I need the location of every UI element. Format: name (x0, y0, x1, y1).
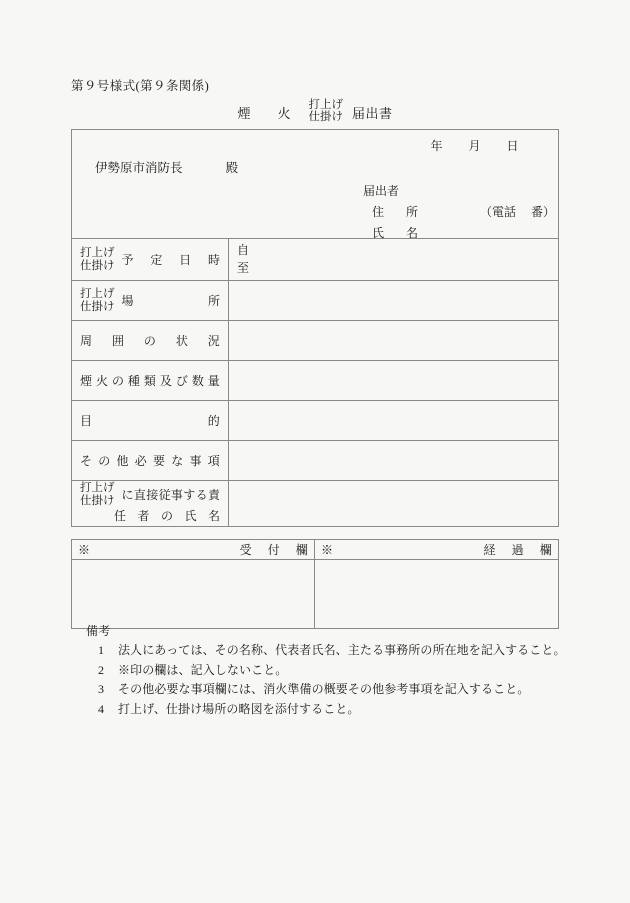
address-label: 住 所 (372, 205, 424, 219)
remark-text: ※印の欄は、記入しないこと。 (118, 662, 288, 677)
table-row-schedule (72, 239, 559, 281)
addressee-honorific: 殿 (225, 161, 239, 175)
main-form-table (71, 129, 559, 527)
receipt-column-header (72, 540, 315, 560)
remarks-section (86, 622, 586, 719)
row-value-location[interactable] (229, 281, 559, 321)
label-stack-top: 打上げ (80, 481, 115, 494)
remark-item (86, 680, 586, 699)
table-row-purpose (72, 401, 559, 441)
progress-label-spacer (368, 543, 464, 557)
remark-item (86, 700, 586, 719)
remark-text: 打上げ、仕掛け場所の略図を添付すること。 (118, 701, 360, 716)
receipt-asterisk-mark: ※ (78, 543, 107, 557)
telephone-spacer (519, 205, 531, 219)
receipt-entry-area[interactable] (72, 560, 315, 629)
year-label: 年 (430, 139, 443, 153)
label-text-fireworks-type: 煙火の種類及び数量 (80, 374, 220, 388)
progress-label: 経過欄 (483, 543, 553, 557)
date-blanks (419, 137, 530, 154)
row-label-schedule (72, 239, 229, 281)
progress-entry-area[interactable] (315, 560, 559, 629)
label-stack-top: 打上げ (80, 287, 115, 300)
label-stack-bottom: 仕掛け (80, 259, 115, 272)
row-value-other-matters[interactable] (229, 441, 559, 481)
telephone-unit-label: 番） (531, 205, 556, 219)
title-part-2: 届出書 (352, 105, 393, 121)
remark-number: 4 (98, 701, 104, 716)
row-value-fireworks-type[interactable] (229, 361, 559, 401)
receipt-label: 受付欄 (239, 543, 308, 557)
table-row-responsible-person (72, 481, 559, 527)
row-label-fireworks-type (72, 361, 229, 401)
label-stack-top: 打上げ (80, 246, 115, 259)
receipt-label-spacer (125, 543, 220, 557)
official-use-table (71, 539, 559, 629)
addressee-line (95, 158, 238, 176)
row-value-surroundings[interactable] (229, 321, 559, 361)
label-text-surroundings: 周囲の状況 (80, 334, 220, 348)
official-body-row (72, 560, 559, 629)
row-label-other-matters (72, 441, 229, 481)
label-text-other-matters: その他必要な事項 (80, 454, 220, 468)
addressee-name: 伊勢原市消防長 (95, 161, 183, 175)
telephone-open-label: （電話 (480, 205, 517, 219)
remark-item (86, 641, 586, 660)
name-label: 氏 名 (372, 226, 424, 240)
title-stacked-bottom: 仕掛け (308, 111, 343, 124)
title-stacked-top: 打上げ (308, 99, 343, 111)
remark-number: 2 (98, 662, 104, 677)
label-stack-bottom: 仕掛け (80, 494, 115, 507)
remark-item (86, 661, 586, 680)
progress-asterisk-mark: ※ (321, 543, 350, 557)
label-text-responsible-line2: 任者の氏名 (114, 509, 220, 524)
applicant-label: 届出者 (363, 184, 400, 198)
row-label-surroundings (72, 321, 229, 361)
table-row-surroundings (72, 321, 559, 361)
day-label: 日 (506, 139, 519, 153)
label-text-responsible-line1: に直接従事する責 (121, 487, 220, 502)
form-number: 第９号様式(第９条関係) (71, 79, 210, 93)
applicant-header-cell (72, 130, 559, 239)
row-label-purpose (72, 401, 229, 441)
label-stack-launch-set (80, 247, 115, 273)
row-value-responsible-person[interactable] (229, 481, 559, 527)
table-row-other-matters (72, 441, 559, 481)
label-text-schedule: 予定日時 (121, 253, 220, 267)
month-label: 月 (468, 139, 481, 153)
value-from-marker: 自 (237, 243, 250, 258)
label-stack-launch-set (80, 288, 115, 314)
document-title (0, 100, 630, 125)
label-text-purpose: 目的 (80, 414, 220, 428)
table-row-header-block (72, 130, 559, 239)
value-to-marker: 至 (237, 260, 250, 275)
telephone-field (480, 203, 555, 220)
table-row-location (72, 281, 559, 321)
remark-text: その他必要な事項欄には、消火準備の概要その他参考事項を記入すること。 (118, 682, 530, 697)
label-stack-launch-set (80, 482, 115, 508)
remark-text: 法人にあっては、その名称、代表者氏名、主たる事務所の所在地を記入すること。 (118, 643, 566, 658)
row-label-responsible-person (72, 481, 229, 527)
progress-column-header (315, 540, 559, 560)
remark-number: 1 (98, 643, 104, 658)
title-part-1: 煙 火 (237, 105, 298, 121)
official-header-row (72, 540, 559, 560)
label-text-location: 場所 (121, 294, 220, 308)
row-value-purpose[interactable] (229, 401, 559, 441)
table-row-fireworks-type (72, 361, 559, 401)
remarks-title: 備考 (86, 624, 111, 638)
remark-number: 3 (98, 682, 104, 697)
label-stack-bottom: 仕掛け (80, 300, 115, 313)
row-value-schedule[interactable] (229, 239, 559, 281)
row-label-location (72, 281, 229, 321)
title-stacked-pair (305, 99, 348, 124)
